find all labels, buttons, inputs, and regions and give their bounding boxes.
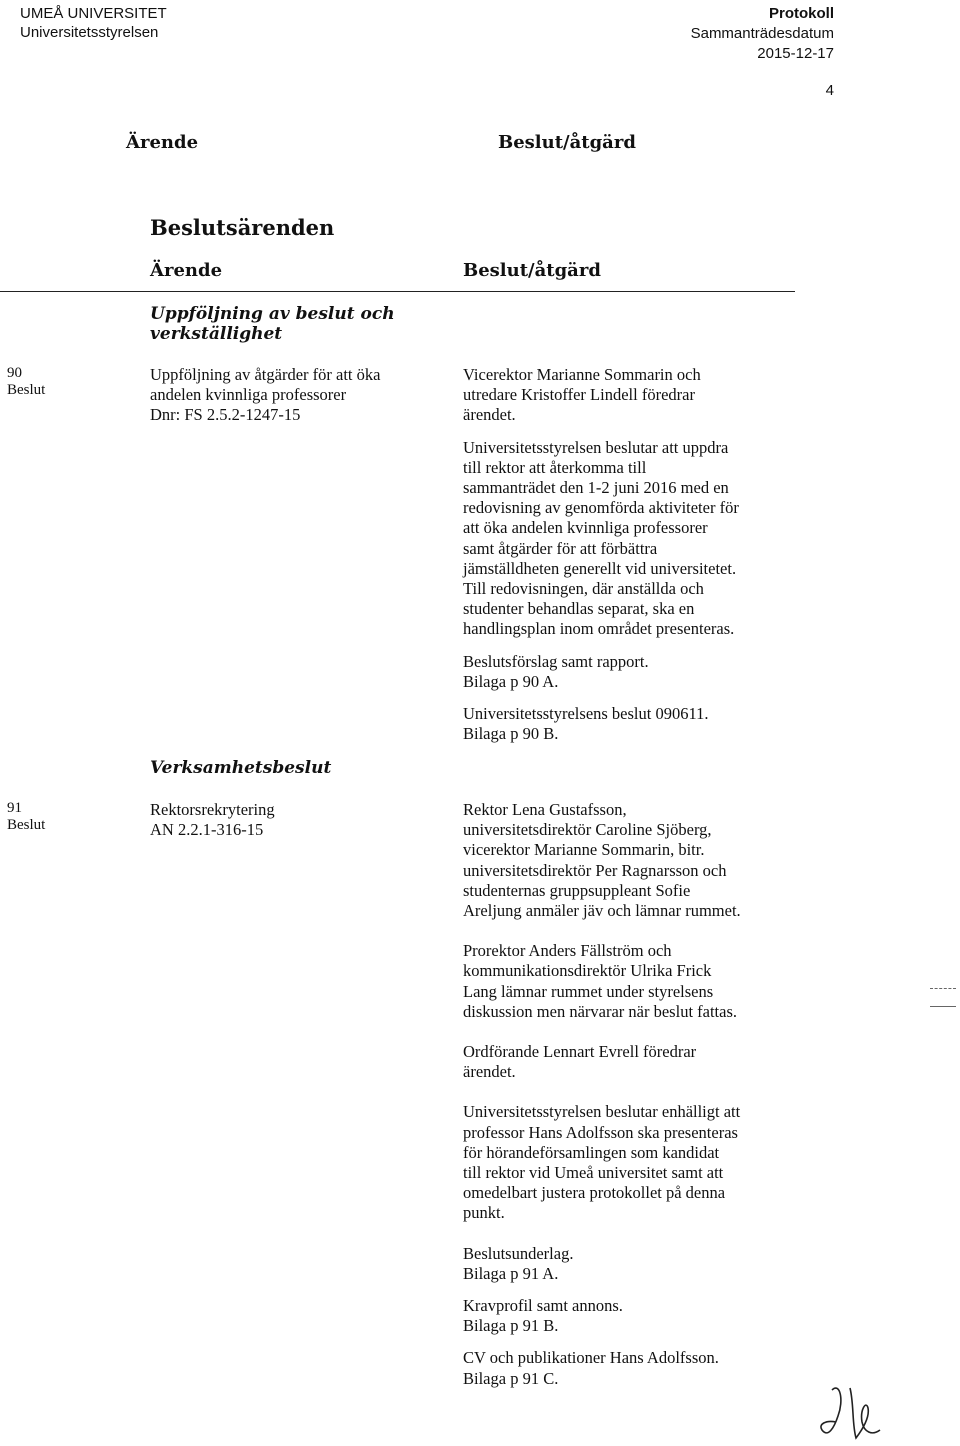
decision-paragraph: Rektor Lena Gustafsson, universitetsdirektör Caroline Sjöberg, vicerektor Marianne Sommarin, bitr. universitetsdirektör Per Ragnarsson och studenternas gruppsuppleant Sofie Areljung anmäler jäv och lämnar rummet. (463, 800, 741, 921)
item-90-label (7, 365, 45, 399)
decision-paragraph: Universitetsstyrelsens beslut 090611. Bilaga p 90 B. (463, 704, 709, 744)
date-label: Sammanträdesdatum (690, 25, 834, 42)
board-name: Universitetsstyrelsen (20, 24, 159, 41)
decision-paragraph: Universitetsstyrelsen beslutar enhälligt att professor Hans Adolfsson ska presenteras för hörandeförsamlingen som kandidat till rektor vid Umeå universitet samt att omedelbart justera protokollet på denna punkt. (463, 1102, 741, 1223)
group-title-followup: Uppföljning av beslut och verkställighet (150, 304, 395, 344)
section-title: Beslutsärenden (150, 215, 335, 240)
meeting-date: 2015-12-17 (757, 45, 834, 62)
handwritten-initials (810, 1380, 900, 1446)
header-divider (0, 291, 795, 292)
margin-mark (930, 988, 956, 989)
item-type: Beslut (7, 382, 46, 398)
decision-paragraph: Prorektor Anders Fällström och kommunikationsdirektör Ulrika Frick Lang lämnar rummet under styrelsens diskussion men närvarar när beslut fattas. (463, 941, 738, 1021)
decision-paragraph: Beslutsförslag samt rapport. Bilaga p 90 A. (463, 651, 649, 691)
item-90-matter (150, 365, 450, 438)
decision-paragraph: Ordförande Lennart Evrell föredrar ärendet. (463, 1042, 697, 1082)
section-header-matter: Ärende (150, 260, 223, 281)
item-91-decision (463, 800, 803, 1401)
item-number: 90 (7, 365, 22, 381)
item-91-matter (150, 800, 450, 852)
doc-type: Protokoll (768, 5, 834, 22)
decision-paragraph: Beslutsunderlag. Bilaga p 91 A. (463, 1243, 574, 1283)
decision-paragraph: Universitetsstyrelsen beslutar att uppdra till rektor att återkomma till sammanträdet den 1-2 juni 2016 med en redovisning av genomförda aktiviteter för att öka andelen kvinnliga professorer samt åtgärder för att förbättra jämställdheten generellt vid universitetet. Till redovisningen, där anställda och studenter behandlas separat, ska en handlingsplan inom området presenteras. (463, 437, 739, 639)
matter-text: Uppföljning av åtgärder för att öka andelen kvinnliga professorer Dnr: FS 2.5.2-1247-15 (150, 365, 381, 425)
matter-text: Rektorsrekrytering AN 2.2.1-316-15 (150, 800, 275, 840)
item-type: Beslut (7, 817, 46, 833)
section-header-decision: Beslut/åtgärd (463, 260, 601, 281)
header-right (691, 4, 834, 64)
item-number: 91 (7, 800, 22, 816)
item-91-label (7, 800, 45, 834)
decision-paragraph: Vicerektor Marianne Sommarin och utredare Kristoffer Lindell föredrar ärendet. (463, 365, 701, 425)
org-name: UMEÅ UNIVERSITET (20, 5, 167, 22)
header-left (20, 4, 167, 42)
group-title-operations: Verksamhetsbeslut (150, 758, 332, 778)
column-header-matter: Ärende (126, 132, 199, 153)
page-number: 4 (825, 82, 834, 99)
margin-mark (930, 1006, 956, 1007)
column-header-decision: Beslut/åtgärd (498, 132, 636, 153)
decision-paragraph: CV och publikationer Hans Adolfsson. Bilaga p 91 C. (463, 1348, 719, 1388)
decision-paragraph: Kravprofil samt annons. Bilaga p 91 B. (463, 1296, 623, 1336)
item-90-decision (463, 365, 803, 756)
